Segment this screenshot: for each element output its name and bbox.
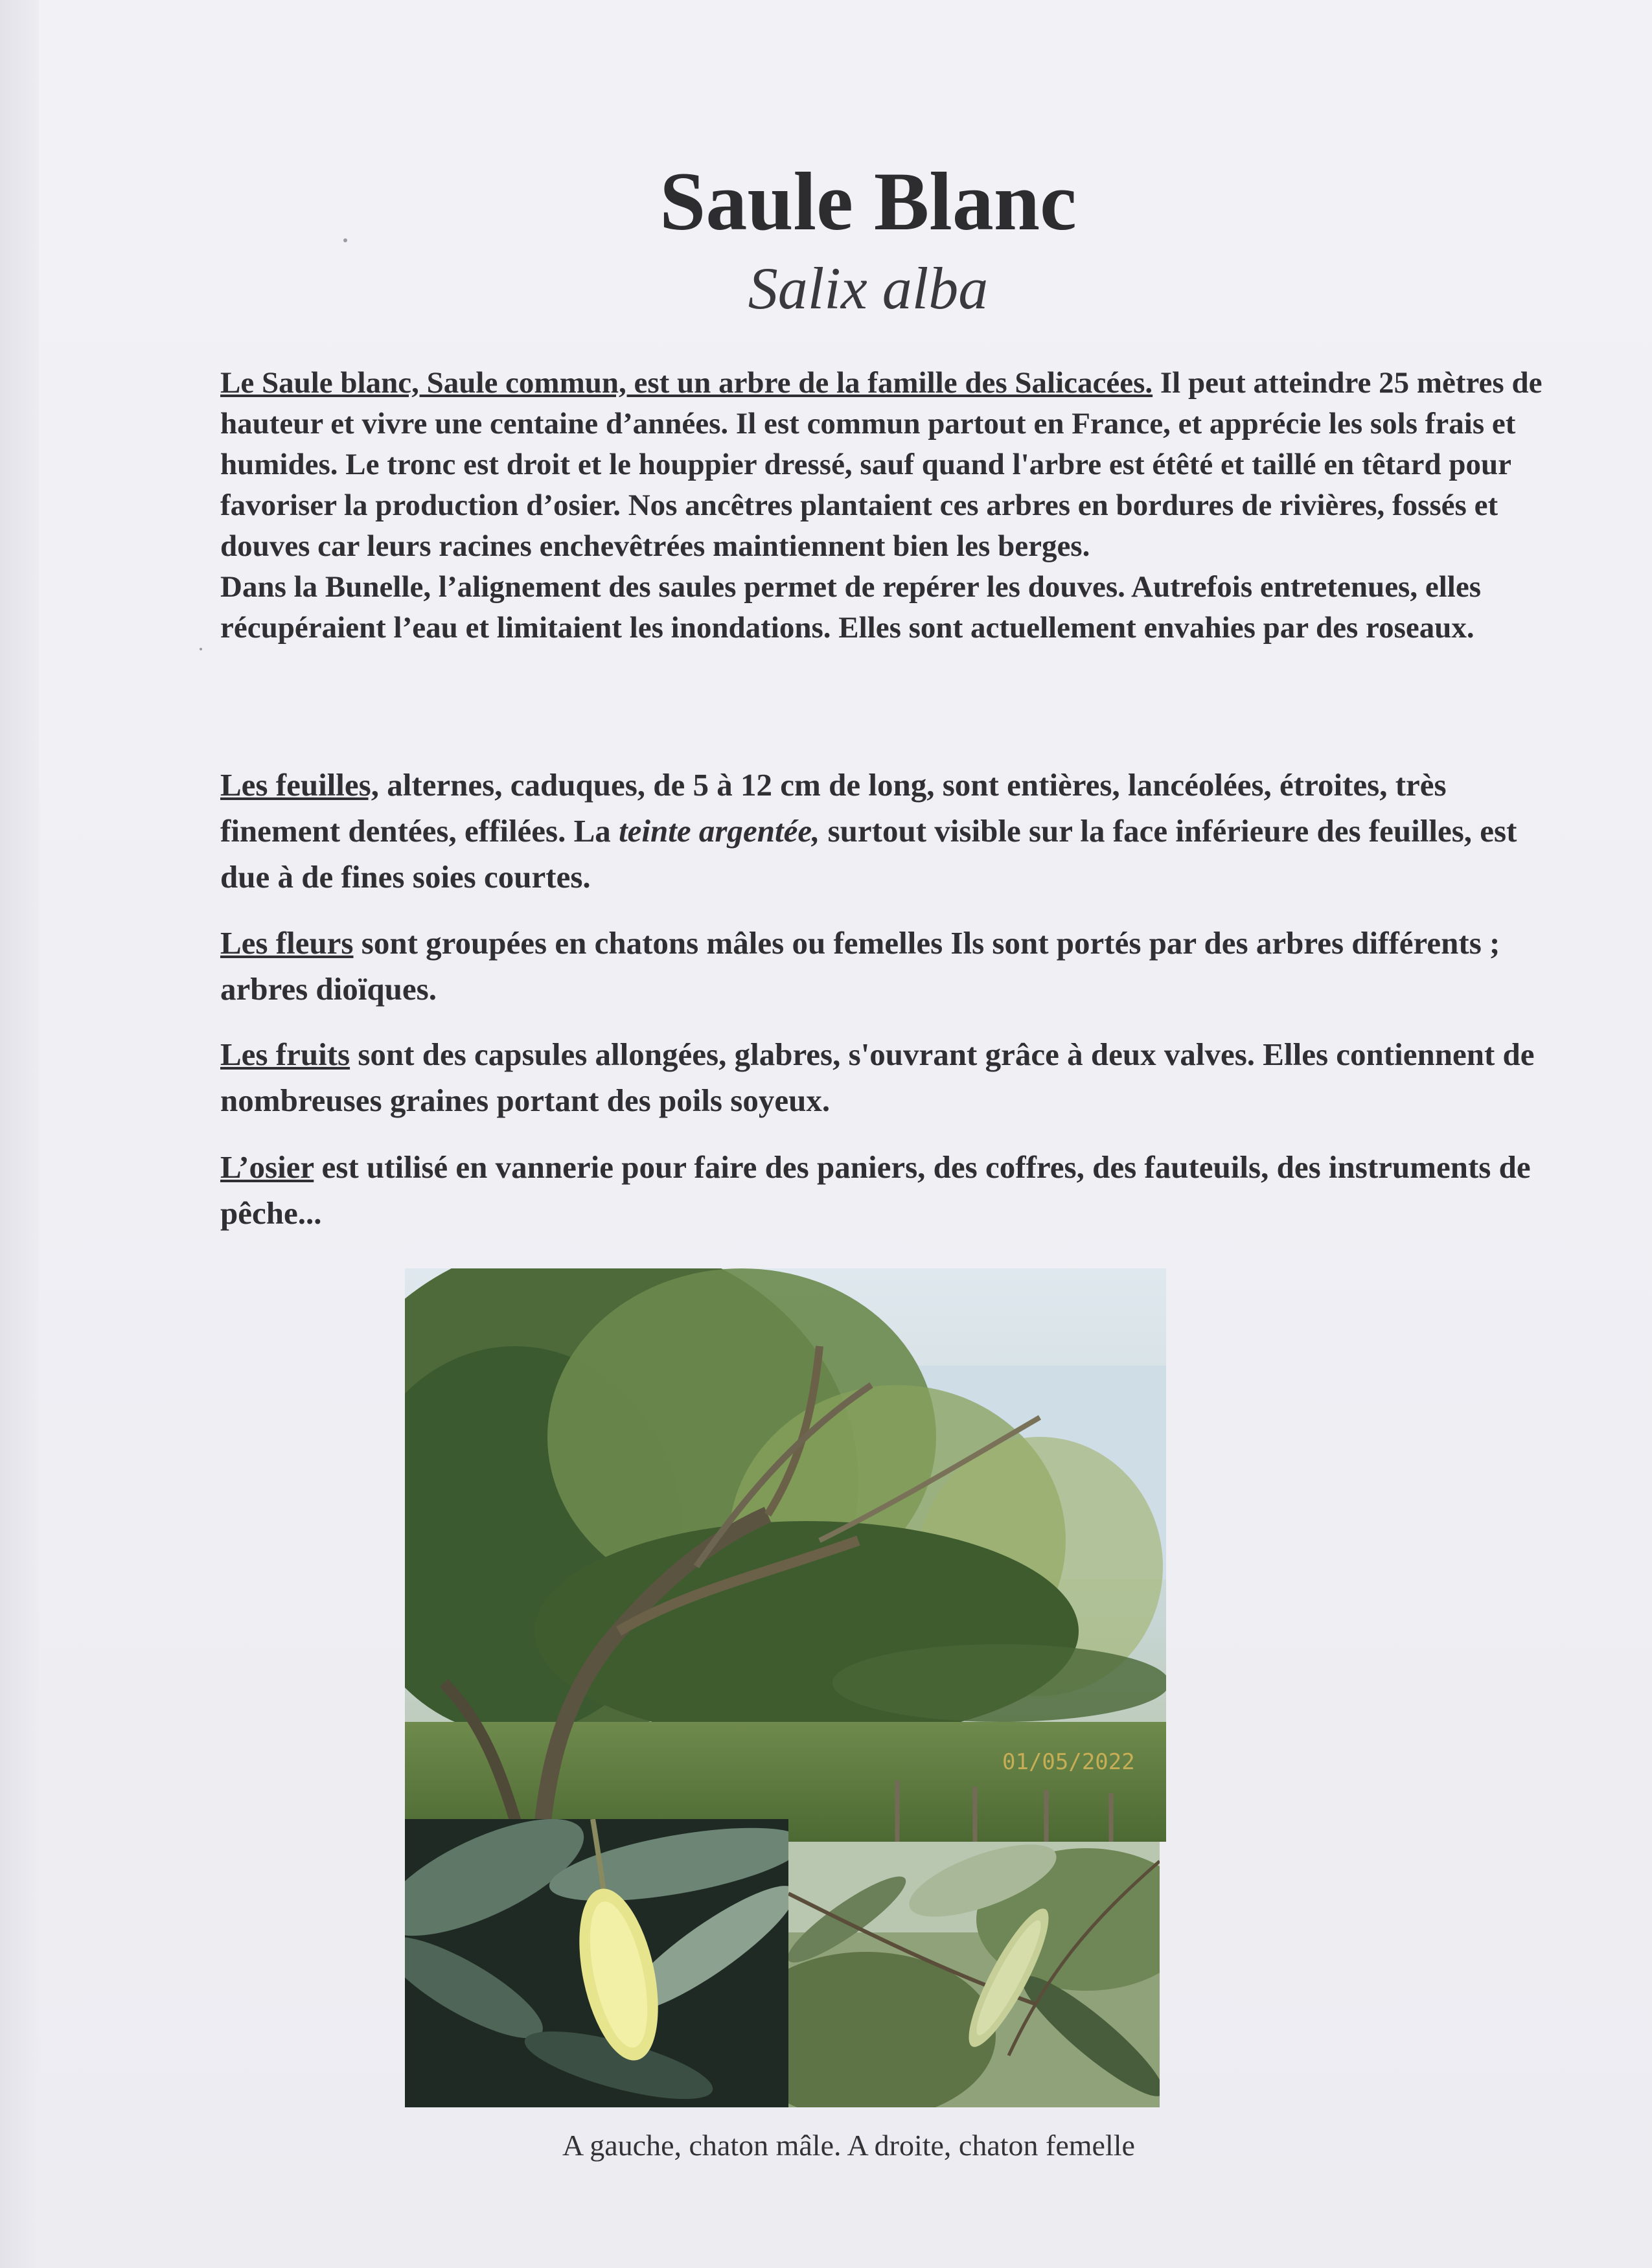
osier-text: est utilisé en vannerie pour faire des paniers, des coffres, des fauteuils, des instruments de pêche... — [220, 1149, 1531, 1231]
intro-paragraph-1 — [220, 363, 1548, 567]
feuilles-italic: teinte argentée, — [619, 813, 820, 849]
section-feuilles — [220, 762, 1548, 900]
osier-label: L’osier — [220, 1149, 314, 1185]
page-title: Saule Blanc — [660, 155, 1077, 247]
section-fruits — [220, 1031, 1548, 1123]
intro-text — [220, 363, 1548, 648]
intro-lead-underlined: Le Saule blanc, Saule commun, est un arbre de la famille des Salicacées. — [220, 366, 1153, 400]
photo-date-stamp: 01/05/2022 — [1002, 1749, 1135, 1775]
feuilles-text-2: surtout visible sur la face inférieure des feuilles, est due à de fines soies courtes. — [220, 813, 1517, 895]
photo-caption: A gauche, chaton mâle. A droite, chaton femelle — [562, 2129, 1135, 2162]
intro-lead-rest: Il peut atteindre 25 mètres de hauteur et vivre une centaine d’années. Il est commun partout en France, et apprécie les sols frais et humides. Le tronc est droit et le houppier dressé, sauf quand l'arbre est étêté et taillé en têtard pour favoriser la production d’osier. Nos ancêtres plantaient ces arbres en bordures de rivières, fossés et douves car leurs racines enchevêtrées maintiennent bien les berges. — [220, 366, 1543, 563]
paper-speck — [200, 648, 202, 650]
fleurs-text: sont groupées en chatons mâles ou femelles Ils sont portés par des arbres différents ; arbres dioïques. — [220, 925, 1500, 1007]
feuilles-label: Les feuilles, — [220, 767, 379, 803]
page-edge-shadow — [0, 0, 39, 2268]
female-catkin-photo — [788, 1842, 1160, 2107]
fleurs-label: Les fleurs — [220, 925, 354, 961]
scientific-name: Salix alba — [748, 255, 989, 321]
section-fleurs — [220, 920, 1548, 1012]
feuilles-text-1: alternes, caduques, de 5 à 12 cm de long, sont entières, lancéolées, étroites, très finement dentées, effilées. La — [220, 767, 1447, 849]
male-catkin-photo — [405, 1819, 788, 2107]
willow-tree-photo — [405, 1268, 1166, 1842]
section-osier — [220, 1144, 1548, 1236]
fruits-text: sont des capsules allongées, glabres, s'ouvrant grâce à deux valves. Elles contiennent de nombreuses graines portant des poils soyeux. — [220, 1037, 1535, 1118]
fruits-label: Les fruits — [220, 1037, 350, 1072]
intro-paragraph-2: Dans la Bunelle, l’alignement des saules permet de repérer les douves. Autrefois entretenues, elles récupéraient l’eau et limitaient les inondations. Elles sont actuellement envahies par des roseaux. — [220, 570, 1481, 645]
